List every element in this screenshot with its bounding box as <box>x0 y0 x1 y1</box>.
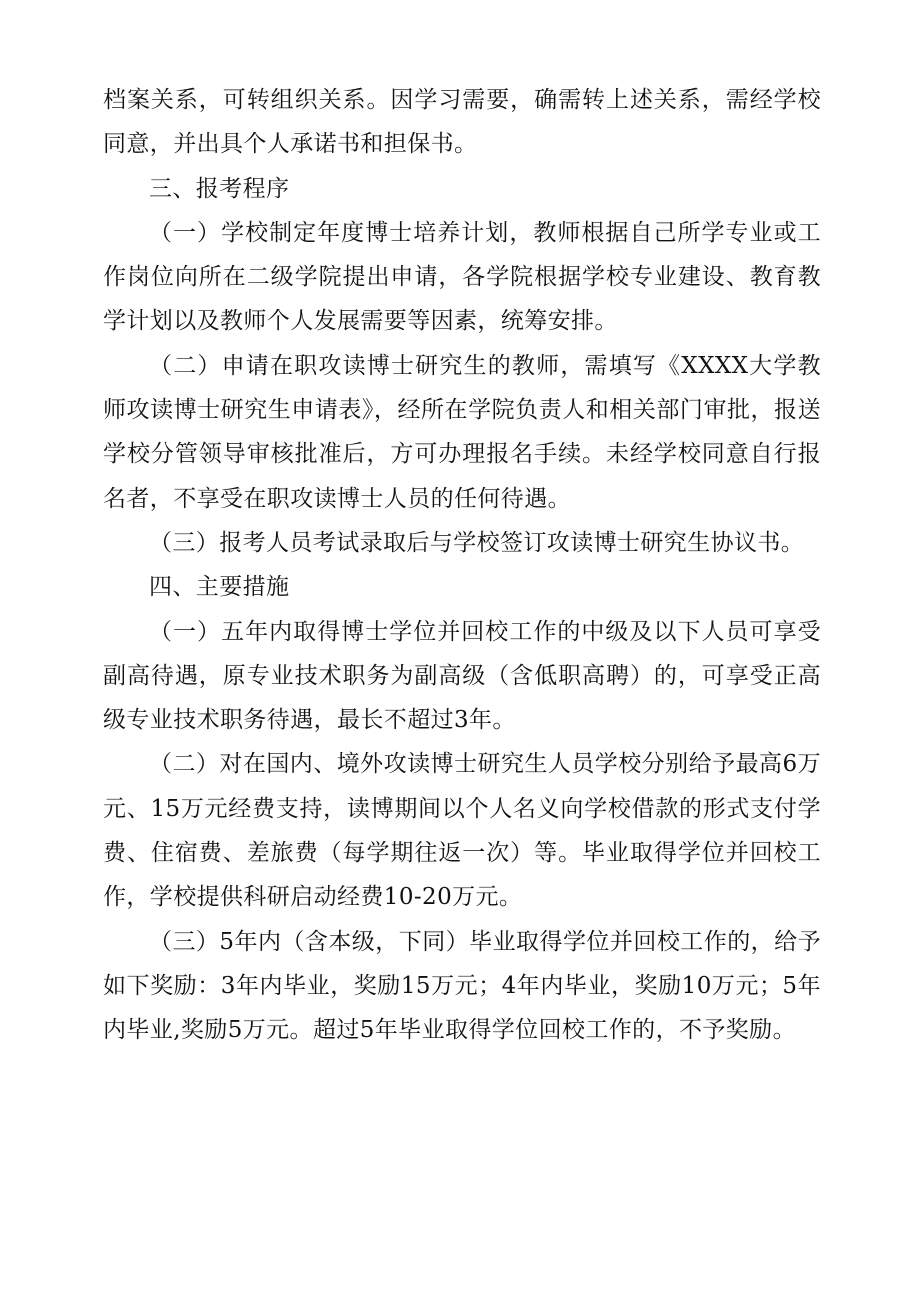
section-heading-application-procedure: 三、报考程序 <box>149 175 290 202</box>
document-page <box>103 78 821 1053</box>
paragraph-continuation: 档案关系，可转组织关系。因学习需要，确需转上述关系，需经学校同意，并出具个人承诺书和担保书。 <box>103 87 821 158</box>
section-heading-main-measures: 四、主要措施 <box>149 574 290 601</box>
paragraph-procedure-3: （三）报考人员考试录取后与学校签订攻读博士研究生协议书。 <box>149 529 805 556</box>
paragraph-procedure-1: （一）学校制定年度博士培养计划，教师根据自己所学专业或工作岗位向所在二级学院提出申请，各学院根据学校专业建设、教育教学计划以及教师个人发展需要等因素，统筹安排。 <box>103 219 821 335</box>
paragraph-measure-3: （三）5年内（含本级，下同）毕业取得学位并回校工作的，给予如下奖励：3年内毕业，奖励15万元；4年内毕业，奖励10万元；5年内毕业,奖励5万元。超过5年毕业取得学位回校工作的，不予奖励。 <box>103 928 821 1044</box>
paragraph-procedure-2: （二）申请在职攻读博士研究生的教师，需填写《XXXX大学教师攻读博士研究生申请表》，经所在学院负责人和相关部门审批，报送学校分管领导审核批准后，方可办理报名手续。未经学校同意自行报名者，不享受在职攻读博士人员的任何待遇。 <box>103 352 821 512</box>
paragraph-measure-1: （一）五年内取得博士学位并回校工作的中级及以下人员可享受副高待遇，原专业技术职务为副高级（含低职高聘）的，可享受正高级专业技术职务待遇，最长不超过3年。 <box>103 618 821 734</box>
paragraph-measure-2: （二）对在国内、境外攻读博士研究生人员学校分别给予最高6万元、15万元经费支持，读博期间以个人名义向学校借款的形式支付学费、住宿费、差旅费（每学期往返一次）等。毕业取得学位并回校工作，学校提供科研启动经费10-20万元。 <box>103 751 821 911</box>
